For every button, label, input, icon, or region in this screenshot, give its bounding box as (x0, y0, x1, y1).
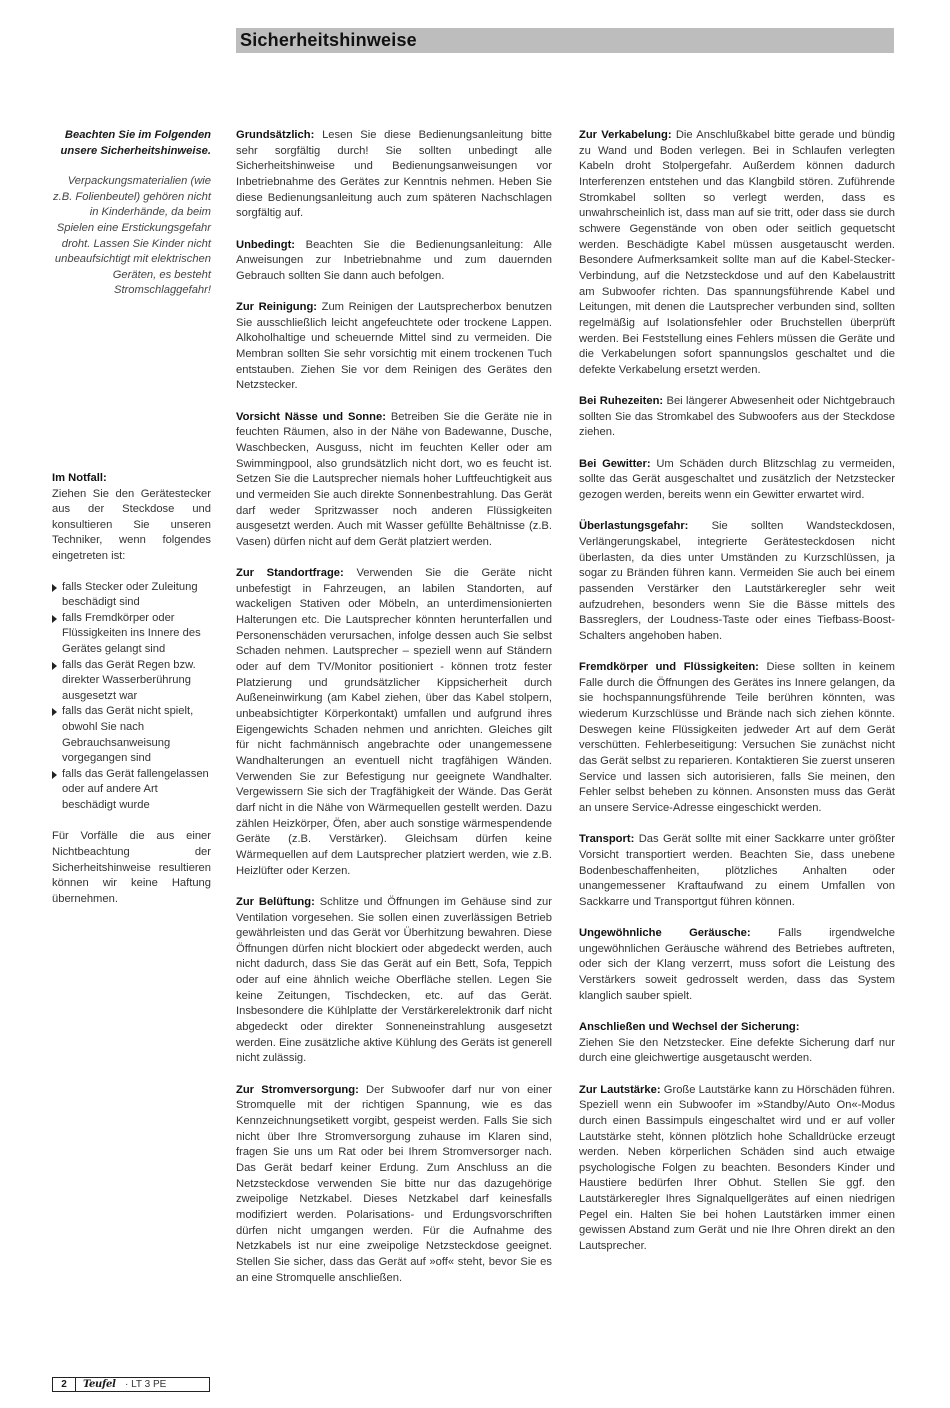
arrow-right-icon (52, 662, 57, 670)
emergency-intro: Ziehen Sie den Gerätestecker aus der Steckdose und konsultieren Sie unseren Techniker, wenn folgendes eingetreten ist: (52, 487, 211, 562)
paragraph-verkabelung: Zur Verkabelung: Die Anschlußkabel bitte gerade und bündig zu Wand und Boden verlegen. Bei in Schlaufen verlegten Kabeln droht Stolpergefahr. Außerdem können dadurch Interferenzen entstehen und das Klangbild stören. Zuführende Stromkabel sollten so verlegt werden, dass es unwahrscheinlich ist, dass man auf sie tritt, oder dass sie durch schwere Gegenstände von oben oder seitlich gequetscht werden. Beschädigte Kabel müssen ausgetauscht werden. Besondere Aufmerksamkeit sollte man auf die Kabel-Stecker-Verbindung, auf die Netzsteckdose und auf den Kabelaustritt am Subwoofer richten. Das spannungsführende Kabel und Leitungen, mit denen die Lautsprecher verbunden sind, sollten regelmäßig auf Isolationsfehler oder Bruchstellen überprüft werden. Bei Feststellung eines Fehlers müssen die Geräte und die Verkabelungen sofort spannungslos geschaltet und die defekte Verkabelung ersetzt werden. (579, 129, 896, 376)
list-item: falls Fremdkörper oder Flüssigkeiten ins Innere des Gerätes gelangt sind (52, 611, 211, 658)
list-item: falls Stecker oder Zuleitung beschädigt sind (52, 580, 211, 611)
emergency-section (52, 471, 211, 907)
emergency-footer: Für Vorfälle die aus einer Nichtbeachtung der Sicherheitshinweise resultieren können wir keine Haftung übernehmen. (52, 830, 211, 905)
list-item: falls das Gerät fallengelassen oder auf andere Art beschädigt wurde (52, 767, 211, 814)
arrow-right-icon (52, 584, 57, 592)
paragraph-reinigung: Zur Reinigung: Zum Reinigen der Lautsprecherbox benutzen Sie ausschließlich leicht angefeuchtete oder trockene Lappen. Alkoholhaltige und scheuernde Mittel sind zu vermeiden. Die Membran sollten Sie sehr vorsichtig mit einem trockenen Tuch entstauben. Ziehen Sie vor dem Reinigen des Gerätes den Netzstecker. (236, 301, 553, 392)
list-item: falls das Gerät nicht spielt, obwohl Sie nach Gebrauchsanweisung vorgegangen sind (52, 704, 211, 766)
paragraph-lautstaerke: Zur Lautstärke: Große Lautstärke kann zu Hörschäden führen. Speziell wenn ein Subwoofer im »Standby/Auto On«-Modus durch einen Bassimpuls eingeschaltet wird und er auf voller Lautstärke steht, können plötzlich hohe Schalldrücke erzeugt werden. Neben körperlichen Schäden sind auch etwaige psychologische Folgen zu beachten. Besonders Kinder und Haustiere bedürfen Ihrer Obhut. Stellen Sie ggf. den Lautstärkeregler Ihres Signalquellgerätes auf einen niedrigen Pegel ein. Halten Sie bei hohen Lautstärken immer einen gewissen Abstand zum Gerät und nie Ihre Ohren direkt an den Lautsprecher. (579, 1083, 896, 1253)
list-item: falls das Gerät Regen bzw. direkter Wasserberührung ausgesetzt war (52, 658, 211, 705)
paragraph-fremdkoerper: Fremdkörper und Flüssigkeiten: Diese sollten in keinem Falle durch die Öffnungen des Gerätes ins Innere gelangen, da sie hochspannungsführende Teile berühren könnten, was wiederum Kurzschlüsse und Brände nach sich ziehen könnte. Deswegen keine Flüssigkeiten jedweder Art auf dem Gerät verschütten. Fehlerbeseitigung: Versuchen Sie zunächst nicht das Gerät selbst zu reparieren. Kontaktieren Sie zuerst unseren Service und lassen sich autorisieren, falls Sie meinen, den Fehler selbst beheben zu können. Ansonsten muss das Gerät an unsere Service-Adresse eingeschickt werden. (579, 661, 895, 814)
paragraph-ruhezeiten: Bei Ruhezeiten: Bei längerer Abwesenheit oder Nichtgebrauch sollten Sie das Stromkabel des Subwoofers aus der Steckdose ziehen. (579, 395, 896, 439)
paragraph-stromversorgung: Zur Stromversorgung: Der Subwoofer darf nur von einer Stromquelle mit der richtigen Spannung, wie es das Kennzeichnungsetikett vorgibt, gespeist werden. Falls Sie sich nicht über Ihre Stromversorgung zuhause im Klaren sind, fragen Sie uns um Rat oder bei Ihrem Stromversorger nach. Das Gerät bedarf keiner Erdung. Zum Anschluss an die Netzsteckdose verwenden Sie bitte nur das dazugehörige zweipolige Netzkabel. Dieses Netzkabel darf keinesfalls modifiziert werden. Polarisations- und Erdungsvorschriften dürfen nicht umgangen werden. Für die Aufnahme des Netzkabels ist nur eine zweipolige Netzsteckdose geeignet. Stellen Sie sicher, dass das Gerät auf »off« steht, bevor Sie es an eine Stromquelle anschließen. (236, 1083, 552, 1284)
paragraph-standortfrage: Zur Standortfrage: Verwenden Sie die Geräte nicht unbefestigt in Fahrzeugen, an labilen Standorten, auf wackeligen Stativen oder Möbeln, an unterdimensionierten Halterungen etc. Die Lautsprecher könnten herunterfallen und Personenschäden verursachen, infolge dessen auch Sie selbst Schaden nehmen. Lautsprecher – speziell wenn auf Ständern oder auf dem TV/Monitor positioniert - können trotz fester Platzierung und grundsätzlicher Kippsicherheit durch Außeneinwirkung (am Kabel ziehen, über das Kabel stolpern, unbeabsichtigter Körperkontakt) umfallen und aufgrund ihres Eigengewichts Schaden nehmen und anrichten. Gleiches gilt für nicht fachmännisch angebrachte oder unangemessene Wandhalterungen an eventuell nicht tragfähigen Wänden. Verwenden Sie zur Befestigung nur geeignete Wandhalter. Vergewissern Sie sich der Tragfähigkeit der Wände. Das Gerät darf nicht in die Nähe von Wärmequellen gestellt werden. Dazu zählen Heizkörper, Öfen, aber auch sonstige wärmespendende Geräte (z.B. Verstärker). Gleichsam dürfen keine Wärmequellen auf dem Lautsprecher platziert werden, wie z.B. Heizlüfter oder Kerzen. (236, 567, 553, 877)
right-column (579, 128, 895, 1270)
emergency-title: Im Notfall: (52, 472, 107, 484)
page-number: 2 (53, 1378, 76, 1391)
arrow-right-icon (52, 615, 57, 623)
sidebar-note (52, 128, 211, 299)
paragraph-geraeusche: Ungewöhnliche Geräusche: Falls irgendwelche ungewöhnlichen Geräusche während des Betriebes auftreten, oder sich der Klang verzerrt, muss sofort die Leistung des Verstärkers soweit gedrosselt werden, dass das System klanglich sauber spielt. (579, 927, 895, 1002)
paragraph-grundsaetzlich: Grundsätzlich: Lesen Sie diese Bedienungsanleitung bitte sehr sorgfältig durch! Sie sollten unbedingt alle Sicherheitshinweise und Bedienungsanweisungen vor Inbetriebnahme des Gerätes zur Kenntnis nehmen. Heben Sie diese Bedienungsanleitung auch zum späteren Nachschlagen sorgfältig auf. (236, 129, 553, 220)
paragraph-transport: Transport: Das Gerät sollte mit einer Sackkarre unter größter Vorsicht transportiert werden. Beachten Sie, dass unebene Bodenbeschaffenheiten, plötzliches Anhalten oder unangemessener Kraftaufwand zu einem Umfallen von Sackkarre und Transportgut führen können. (579, 833, 895, 908)
emergency-list (52, 580, 211, 814)
header-bar (236, 28, 894, 53)
page-footer (52, 1377, 210, 1392)
paragraph-gewitter: Bei Gewitter: Um Schäden durch Blitzschlag zu vermeiden, sollte das Gerät ausgeschaltet und zusätzlich der Netzstecker gezogen werden, bereits wenn ein Gewitter erwartet wird. (579, 457, 895, 501)
page-title: Sicherheitshinweise (240, 30, 417, 50)
paragraph-unbedingt: Unbedingt: Beachten Sie die Bedienungsanleitung: Alle Anweisungen zur Inbetriebnahme und zum dauernden Gebrauch sollten Sie dann auch befolgen. (236, 238, 552, 282)
arrow-right-icon (52, 771, 57, 779)
note-heading: Beachten Sie im Folgenden unsere Sicherheitshinweise. (60, 129, 211, 157)
note-body: Verpackungsmaterialien (wie z.B. Folienbeutel) gehören nicht in Kinderhände, da beim Spielen eine Erstickungsgefahr droht. Lassen Sie Kinder nicht unbeaufsichtigt mit elektrischen Geräten, es besteht Stromschlaggefahr! (53, 175, 211, 297)
brand-logo: Teufel (83, 1379, 116, 1390)
model-name: · LT 3 PE (125, 1379, 167, 1390)
paragraph-sicherung: Anschließen und Wechsel der Sicherung: Ziehen Sie den Netzstecker. Eine defekte Sicherung darf nur durch eine gleichwertige ausgetauscht werden. (579, 1020, 895, 1065)
middle-column (236, 128, 552, 1302)
arrow-right-icon (52, 708, 57, 716)
paragraph-ueberlastung: Überlastungsgefahr: Sie sollten Wandsteckdosen, Verlängerungskabel, integrierte Gerätesteckdosen nicht überlasten, da dies unter Umständen zu Kurzschlüssen, ja sogar zu Bränden führen kann. Vermeiden Sie auch bei einem passenden Verstärker den Lautstärkeregler sehr weit aufzudrehen, besonders wenn Sie die Bässe mittels des Bassreglers, der Loudness-Taste oder eines Tiefbass-Boost-Schalters angehoben haben. (579, 520, 895, 642)
paragraph-naesse-sonne: Vorsicht Nässe und Sonne: Betreiben Sie die Geräte nie in feuchten Räumen, also in der Nähe von Badewanne, Dusche, Waschbecken, Ausguss, nicht im feuchten Keller oder am Swimmingpool, also grundsätzlich nicht dort, wo es feucht ist. Setzen Sie die Lautsprecher niemals hoher Luftfeuchtigkeit aus und vermeiden Sie auch direkte Sonnenbestrahlung. Das Gerät darf weder Spritzwasser noch anderen Flüssigkeiten ausgesetzt werden. Auch mit Wasser gefüllte Behältnisse (z.B. Vasen) dürfen nicht auf dem Gerät platziert werden. (236, 410, 553, 548)
paragraph-belueftung: Zur Belüftung: Schlitze und Öffnungen im Gehäuse sind zur Ventilation vorgesehen. Sie sollen einen zuverlässigen Betrieb gewährleisten und das Gerät vor Überhitzung bewahren. Diese Öffnungen dürfen nicht blockiert oder abgedeckt werden, auch nicht dadurch, dass Sie das Gerät auf ein Bett, Sofa, Teppich oder auf eine ähnlich weiche Oberfläche stellen. Legen Sie keine Zeitungen, Tischdecken, etc. auf das Gerät. Insbesondere die Kühlplatte der Verstärkerelektronik darf nicht abgedeckt oder direkter Sonneneinstrahlung ausgesetzt werden. Eine zusätzliche aktive Kühlung des Geräts ist generell nicht zulässig. (236, 895, 553, 1065)
